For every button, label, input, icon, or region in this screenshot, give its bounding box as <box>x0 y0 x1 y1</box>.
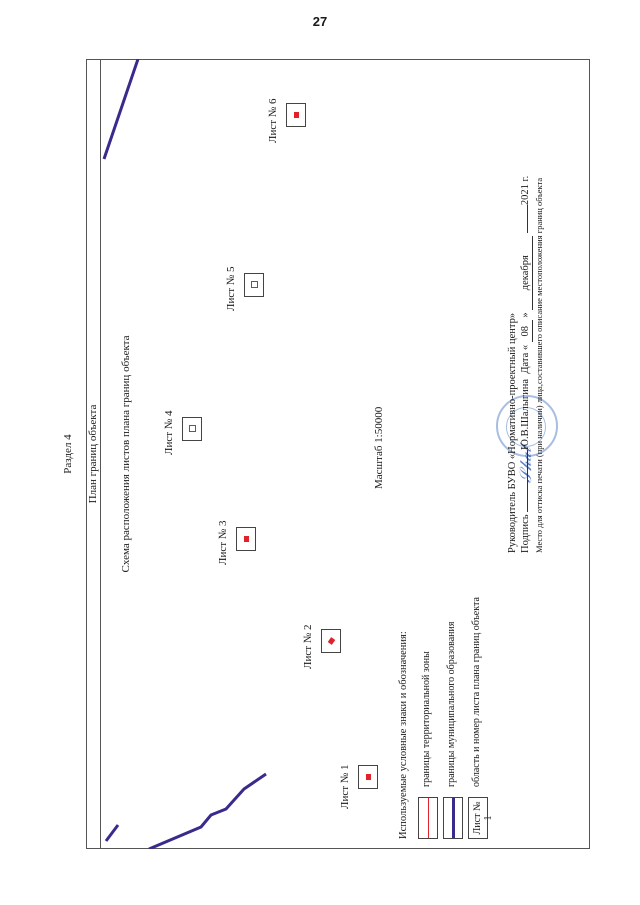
sheet-label-3: Лист № 3 <box>217 520 229 565</box>
sheet-1-mark <box>366 774 371 780</box>
page-number: 27 <box>312 14 328 29</box>
municipal-boundary-left-2 <box>149 774 266 849</box>
date-year-blank <box>527 205 528 233</box>
blue-line-icon <box>452 798 455 838</box>
sheet-label-4: Лист № 4 <box>163 410 175 455</box>
legend-text-sheet-area: область и номер листа плана границ объекта <box>471 597 482 787</box>
signer-name: Ю.В.Шалыгина <box>520 378 531 450</box>
sheet-3-mark <box>244 536 249 542</box>
plan-title: План границ объекта <box>87 404 99 504</box>
sheet-box-1[interactable] <box>358 765 378 789</box>
date-month: декабря <box>519 236 533 310</box>
red-line-icon <box>428 798 429 838</box>
signature-blank <box>527 450 528 512</box>
legend-text-territorial-zone: границы территориальной зоны <box>421 651 432 787</box>
footer-head-line: Руководитель БУВО «Нормативно-проектный центр» <box>507 312 518 553</box>
sheet-box-5[interactable] <box>244 273 264 297</box>
sheet-box-3[interactable] <box>236 527 256 551</box>
sheet-box-6[interactable] <box>286 103 306 127</box>
date-label: Дата « <box>520 344 531 374</box>
rotated-sheet <box>62 59 590 849</box>
date-day: 08 <box>519 320 533 342</box>
footer-block <box>506 176 546 553</box>
sheet-box-4[interactable] <box>182 417 202 441</box>
date-year: 2021 г. <box>520 175 531 206</box>
sheet-label-2: Лист № 2 <box>302 624 314 669</box>
municipal-boundary-right <box>104 59 138 159</box>
signature-label: Подпись <box>520 514 531 553</box>
sheet-2-mark <box>327 637 335 645</box>
legend-swatch-sheet-label: Лист № 1 <box>472 801 494 835</box>
sheet-box-2[interactable] <box>321 629 341 653</box>
sheet-label-1: Лист № 1 <box>339 764 351 809</box>
sheet-5-mark <box>251 282 258 289</box>
sheet-6-mark <box>294 112 299 118</box>
legend-swatch-red-line <box>418 797 438 839</box>
section-title: Раздел 4 <box>62 434 74 474</box>
legend-swatch-blue-line <box>443 797 463 839</box>
scheme-title: Схема расположения листов плана границ объекта <box>120 335 132 573</box>
scale-label: Масштаб 1:50000 <box>373 406 385 489</box>
legend-swatch-sheet <box>468 797 494 839</box>
sheet-label-5: Лист № 5 <box>225 266 237 311</box>
municipal-boundary-left <box>106 825 118 841</box>
sheet-label-6: Лист № 6 <box>267 98 279 143</box>
legend-text-municipal: границы муниципального образования <box>446 621 457 787</box>
handwritten-signature: 𝒮𝒽𝒶𝓁 <box>518 447 535 483</box>
legend-title: Используемые условные знаки и обозначения: <box>398 631 409 839</box>
stamp-place-note: Место для оттиска печати (при наличии) лица,составившего описание местоположения границ объекта <box>534 177 544 553</box>
sheet-4-mark <box>189 426 196 433</box>
footer-signature-line: Подпись Ю.В.Шалыгина Дата « 08 » декабря 2021 г. <box>520 175 531 553</box>
